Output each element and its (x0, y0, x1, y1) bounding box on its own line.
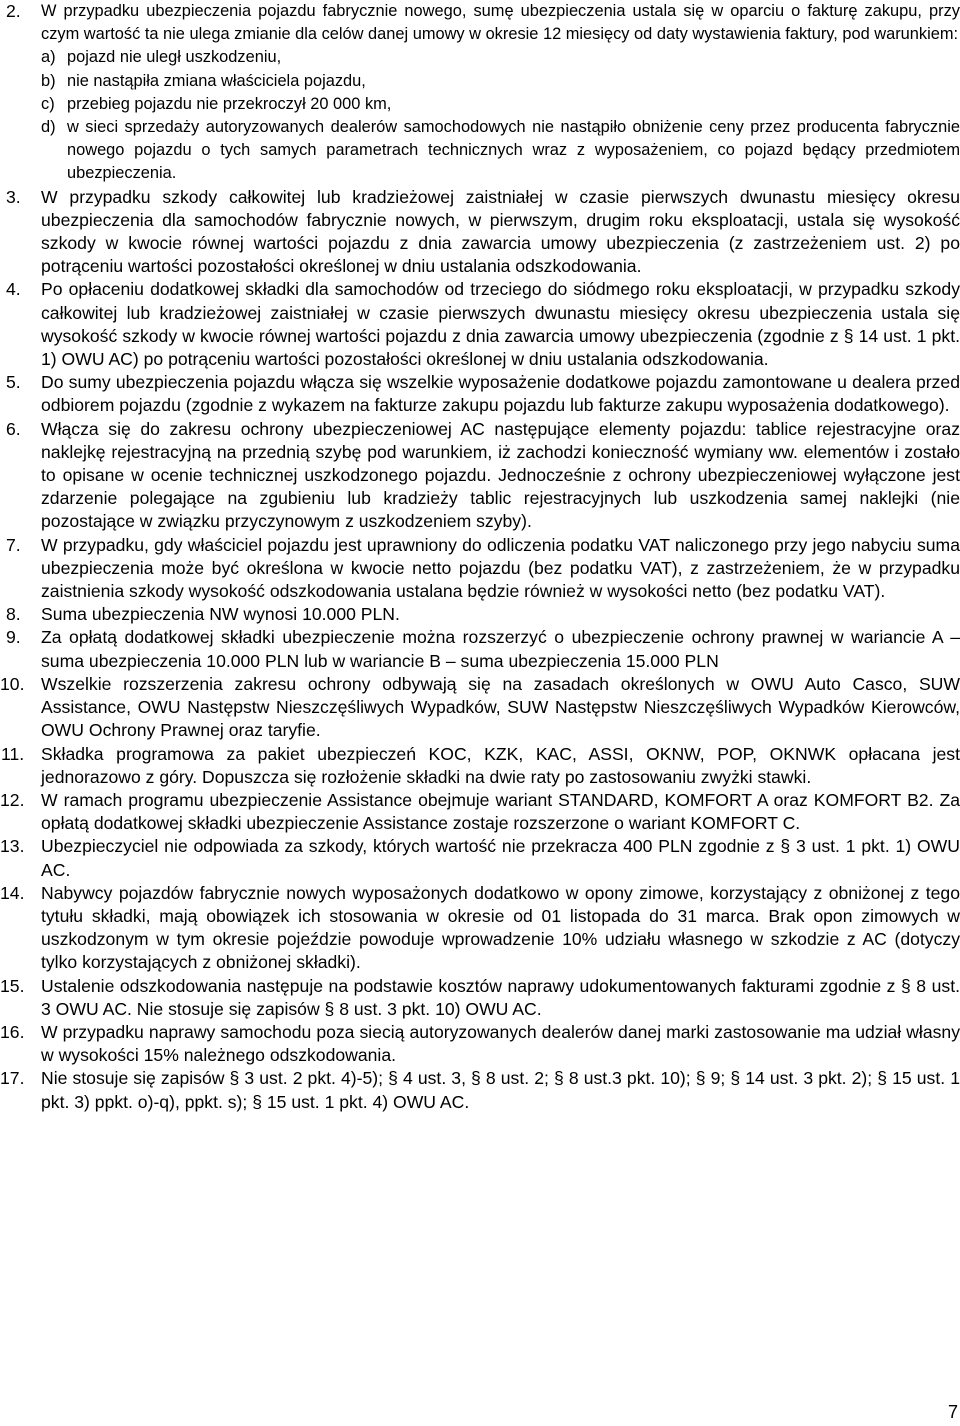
item-text: W przypadku, gdy właściciel pojazdu jest uprawniony do odliczenia podatku VAT naliczonego przy jego nabyciu suma ubezpieczenia może być określona w kwocie netto pojazdu (bez podatku VAT), z zastrzeżeniem, że w przypadku zaistnienia szkody wysokość odszkodowania ustalana będzie również w wysokości netto (bez podatku VAT). (41, 534, 960, 602)
sub-item-text: w sieci sprzedaży autoryzowanych dealerów samochodowych nie nastąpiło obniżenie ceny przez producenta fabrycznie nowego pojazdu o tych samych parametrach technicznych wraz z wyposażeniem, co pojazd będący przedmiotem ubezpieczenia. (67, 118, 960, 183)
list-item (0, 975, 960, 1021)
item-text: Nie stosuje się zapisów § 3 ust. 2 pkt. 4)-5); § 4 ust. 3, § 8 ust. 2; § 8 ust.3 pkt. 10); § 9; § 14 ust. 3 pkt. 2); § 15 ust. 1 pkt. 3) ppkt. o)-q), ppkt. s); § 15 ust. 1 pkt. 4) OWU AC. (41, 1068, 960, 1112)
item-text: Suma ubezpieczenia NW wynosi 10.000 PLN. (41, 604, 400, 625)
list-item (0, 418, 960, 534)
list-item (0, 626, 960, 672)
item-number: 4. (6, 279, 21, 300)
item-text: Za opłatą dodatkowej składki ubezpieczenie można rozszerzyć o ubezpieczenie ochrony prawnej w wariancie A – suma ubezpieczenia 10.000 PLN lub w wariancie B – suma ubezpieczenia 15.000 PLN (41, 627, 960, 671)
list-item (0, 1021, 960, 1067)
item-number: 13. (0, 836, 25, 857)
sub-item-text: nie nastąpiła zmiana właściciela pojazdu, (67, 71, 366, 90)
item-text: Składka programowa za pakiet ubezpieczeń KOC, KZK, KAC, ASSI, OKNW, POP, OKNWK opłacana jest jednorazowo z góry. Dopuszcza się rozłożenie składki na dwie raty po zastosowaniu zwyżki stawki. (41, 743, 960, 787)
item-text: Do sumy ubezpieczenia pojazdu włącza się wszelkie wyposażenie dodatkowe pojazdu zamontowane u dealera przed odbiorem pojazdu (zgodnie z wykazem na fakturze zakupu pojazdu lub fakturze zakupu wyposażenia dodatkowego). (41, 372, 960, 416)
list-item (0, 186, 960, 279)
item-text: W ramach programu ubezpieczenie Assistance obejmuje wariant STANDARD, KOMFORT A oraz KOMFORT B2. Za opłatą dodatkowej składki ubezpieczenie Assistance zostaje rozszerzone o wariant KOMFORT C. (41, 789, 960, 834)
item-number: 12. (0, 789, 25, 810)
sub-item-label: b) (41, 71, 56, 90)
sub-item-text: pojazd nie uległ uszkodzeniu, (67, 48, 282, 67)
item-text: W przypadku naprawy samochodu poza siecią autoryzowanych dealerów danej marki zastosowanie ma udział własny w wysokości 15% należnego odszkodowania. (41, 1021, 960, 1066)
list-item (0, 603, 960, 626)
item-text: Ubezpieczyciel nie odpowiada za szkody, których wartość nie przekracza 400 PLN zgodnie z § 3 ust. 1 pkt. 1) OWU AC. (41, 836, 960, 880)
list-item (0, 278, 960, 371)
sub-item (41, 93, 960, 116)
item-text: Wszelkie rozszerzenia zakresu ochrony odbywają się na zasadach określonych w OWU Auto Casco, SUW Assistance, OWU Następstw Nieszczęśliwych Wypadków, SUW Następstw Nieszczęśliwych Wypadków Kierowców, OWU Ochrony Prawnej oraz taryfie. (41, 673, 960, 741)
item-number: 14. (0, 882, 25, 903)
item-number: 17. (0, 1068, 25, 1089)
sub-item (41, 116, 960, 186)
item-text: Nabywcy pojazdów fabrycznie nowych wyposażonych dodatkowo w opony zimowe, korzystający z obniżonej z tego tytułu składki, mają obowiązek ich stosowania w okresie od 01 listopada do 31 marca. Brak opon zimowych w uszkodzonym w tym okresie pojeździe powoduje wprowadzenie 10% udziału własnego w szkodzie z AC (dotyczy tylko korzystających z obniżonej składki). (41, 882, 960, 973)
item-number: 7. (6, 534, 21, 555)
list-item (0, 371, 960, 417)
sub-item (41, 70, 960, 93)
item-number: 10. (0, 673, 25, 694)
list-item (0, 0, 960, 186)
list-item (0, 789, 960, 835)
item-number: 2. (6, 1, 21, 21)
list-item (0, 1067, 960, 1113)
sub-item (41, 46, 960, 69)
item-number: 3. (6, 186, 21, 207)
list-item (0, 534, 960, 604)
item-text: W przypadku ubezpieczenia pojazdu fabrycznie nowego, sumę ubezpieczenia ustala się w oparciu o fakturę zakupu, przy czym wartość ta nie ulega zmianie dla celów danej umowy w okresie 12 miesięcy od daty wystawienia faktury, pod warunkiem: (41, 2, 960, 44)
list-item (0, 882, 960, 975)
item-number: 6. (6, 418, 21, 439)
item-number: 8. (6, 604, 21, 625)
page-number: 7 (947, 1402, 958, 1422)
item-text: Po opłaceniu dodatkowej składki dla samochodów od trzeciego do siódmego roku eksploatacji, w przypadku szkody całkowitej lub kradzieżowej zaistniałej w czasie pierwszych dwunastu miesięcy okresu ubezpieczenia ustala się wysokość szkody w kwocie równej wartości pojazdu z dnia zawarcia umowy ubezpieczenia (zgodnie z § 14 ust. 1 pkt. 1) OWU AC) po potrąceniu wartości pozostałości określonej w dniu ustalania odszkodowania. (41, 279, 960, 370)
list-item (0, 743, 960, 789)
item-text: Włącza się do zakresu ochrony ubezpieczeniowej AC następujące elementy pojazdu: tablice rejestracyjne oraz naklejkę rejestracyjną na przednią szybę pod warunkiem, iż zachodzi konieczność wymiany ww. elementów i zostało to opisane w ocenie technicznej uszkodzonego pojazdu. Jednocześnie z ochrony ubezpieczeniowej wyłączone jest zdarzenie polegające na zgubieniu lub kradzieży tablic rejestracyjnych lub uszkodzenia samej naklejki (nie pozostające w związku przyczynowym z uszkodzeniem szyby). (41, 418, 960, 532)
sub-item-label: c) (41, 94, 55, 113)
item-text: Ustalenie odszkodowania następuje na podstawie kosztów naprawy udokumentowanych fakturami zgodnie z § 8 ust. 3 OWU AC. Nie stosuje się zapisów § 8 ust. 3 pkt. 10) OWU AC. (41, 975, 960, 1019)
list-item (0, 673, 960, 743)
sub-item-label: a) (41, 48, 56, 67)
item-number: 5. (6, 372, 21, 393)
item-number: 15. (0, 975, 25, 996)
list-item (0, 835, 960, 881)
item-number: 16. (0, 1021, 25, 1042)
sub-item-label: d) (41, 118, 56, 137)
sub-item-text: przebieg pojazdu nie przekroczył 20 000 km, (67, 94, 392, 113)
item-number: 9. (6, 627, 21, 648)
item-number: 11. (1, 743, 25, 764)
item-text: W przypadku szkody całkowitej lub kradzieżowej zaistniałej w czasie pierwszych dwunastu miesięcy okresu ubezpieczenia dla samochodów fabrycznie nowych, w pierwszym, drugim roku eksploatacji, ustala się wysokość szkody w kwocie równej wartości pojazdu z dnia zawarcia umowy ubezpieczenia (z zastrzeżeniem ust. 2) po potrąceniu wartości pozostałości określonej w dniu ustalania odszkodowania. (41, 186, 960, 277)
